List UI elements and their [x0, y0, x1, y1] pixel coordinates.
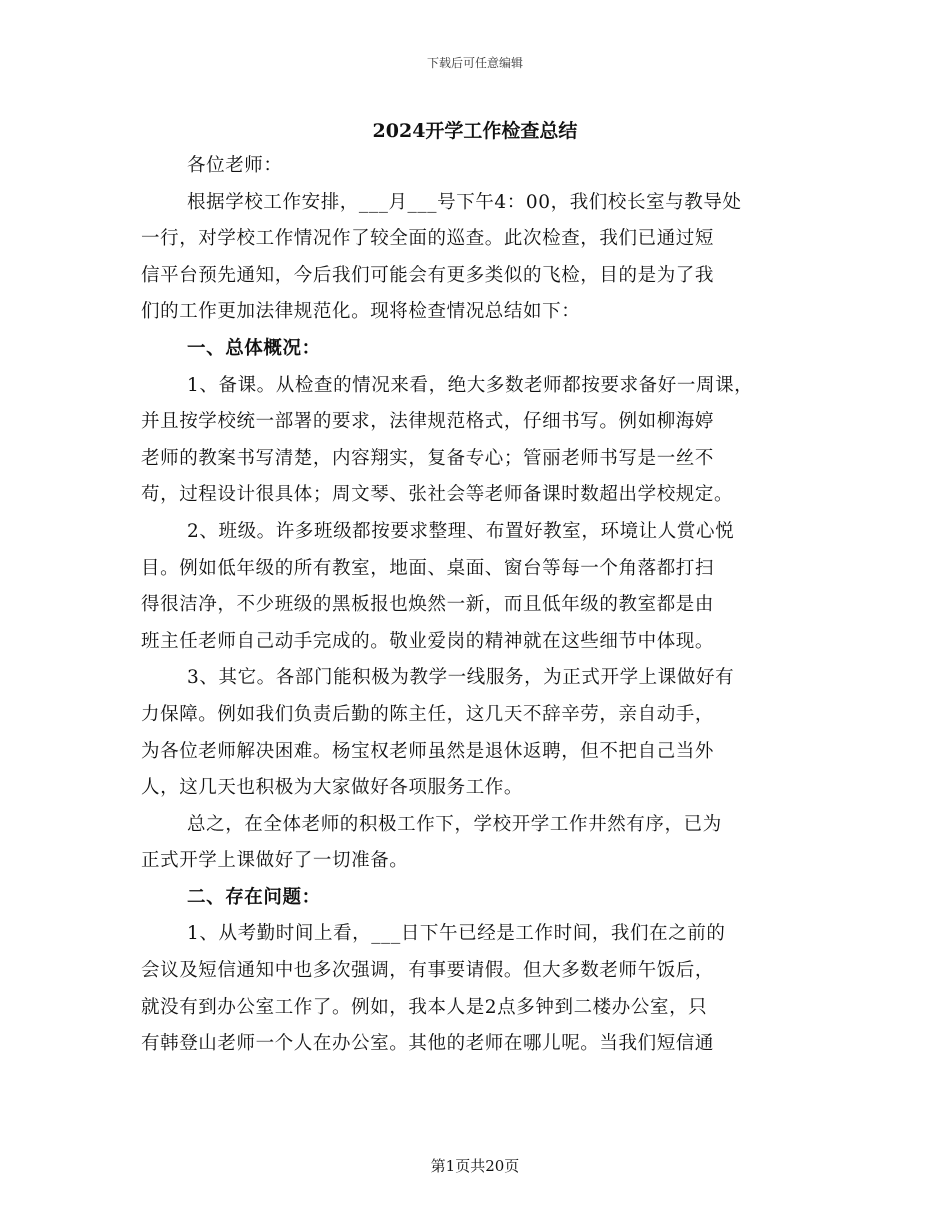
document-title: 2024开学工作检查总结 — [372, 120, 578, 142]
paragraph-line: 有韩登山老师一个人在办公室。其他的老师在哪儿呢。当我们短信通 — [141, 1033, 715, 1055]
section-heading: 二、存在问题： — [187, 886, 321, 908]
paragraph-line: 1、备课。从检查的情况来看，绝大多数老师都按要求备好一周课， — [187, 374, 754, 396]
paragraph-line: 人，这几天也积极为大家做好各项服务工作。 — [141, 777, 524, 799]
paragraph-line: 总之，在全体老师的积极工作下，学校开学工作井然有序，已为 — [187, 813, 722, 835]
paragraph-line: 根据学校工作安排，___月___号下午4：00，我们校长室与教导处 — [187, 191, 742, 213]
page-footer: 第1页共20页 — [430, 1157, 520, 1175]
page-header-note: 下载后可任意编辑 — [426, 56, 523, 70]
paragraph-line: 目。例如低年级的所有教室，地面、桌面、窗台等每一个角落都打扫 — [141, 557, 715, 579]
paragraph-line: 各位老师： — [187, 155, 283, 176]
paragraph-line: 1、从考勤时间上看，___日下午已经是工作时间，我们在之前的 — [187, 923, 726, 945]
paragraph-line: 2、班级。许多班级都按要求整理、布置好教室，环境让人赏心悦 — [187, 520, 735, 542]
paragraph-line: 3、其它。各部门能积极为教学一线服务，为正式开学上课做好有 — [187, 667, 735, 689]
document-body — [141, 148, 821, 1063]
paragraph-line: 就没有到办公室工作了。例如，我本人是2点多钟到二楼办公室，只 — [141, 996, 708, 1018]
paragraph-line: 们的工作更加法律规范化。现将检查情况总结如下： — [141, 301, 581, 323]
paragraph-line: 得很洁净，不少班级的黑板报也焕然一新，而且低年级的教室都是由 — [141, 594, 715, 616]
paragraph-line: 力保障。例如我们负责后勤的陈主任，这几天不辞辛劳，亲自动手， — [141, 703, 715, 725]
paragraph-line: 一行，对学校工作情况作了较全面的巡查。此次检查，我们已通过短 — [141, 228, 715, 250]
section-heading: 一、总体概况： — [187, 337, 321, 359]
paragraph-line: 苟，过程设计很具体；周文琴、张社会等老师备课时数超出学校规定。 — [141, 484, 734, 506]
paragraph-line: 并且按学校统一部署的要求，法律规范格式，仔细书写。例如柳海婷 — [141, 411, 715, 433]
paragraph-line: 老师的教案书写清楚，内容翔实，复备专心；管丽老师书写是一丝不 — [141, 447, 715, 469]
paragraph-line: 班主任老师自己动手完成的。敬业爱岗的精神就在这些细节中体现。 — [141, 630, 715, 652]
paragraph-line: 为各位老师解决困难。杨宝权老师虽然是退休返聘，但不把自己当外 — [141, 740, 715, 762]
paragraph-line: 正式开学上课做好了一切准备。 — [141, 850, 409, 872]
paragraph-line: 信平台预先通知，今后我们可能会有更多类似的飞检，目的是为了我 — [141, 264, 715, 286]
paragraph-line: 会议及短信通知中也多次强调，有事要请假。但大多数老师午饭后， — [141, 960, 715, 982]
